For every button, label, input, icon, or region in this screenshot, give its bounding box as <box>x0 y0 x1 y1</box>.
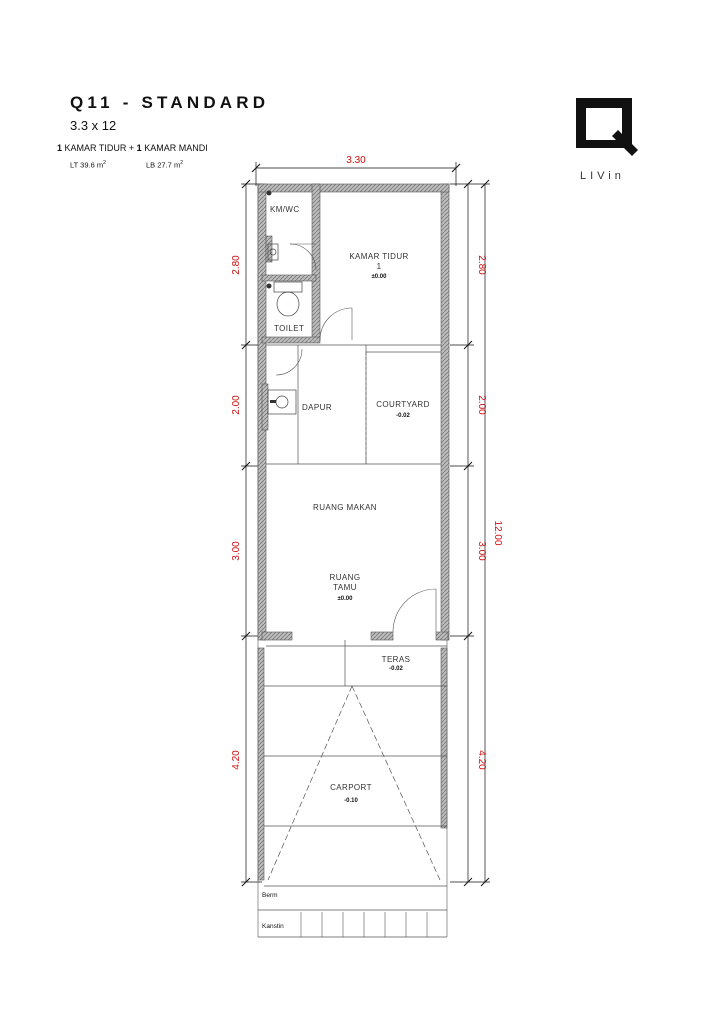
plot-size: 3.3 x 12 <box>70 118 117 133</box>
interior-lines <box>258 345 447 937</box>
level-teras: -0.02 <box>389 666 403 672</box>
room-kamar-tidur: KAMAR TIDUR <box>349 252 409 261</box>
dim-left-4: 4.20 <box>231 750 242 770</box>
dim-right-4: 4.20 <box>476 750 487 770</box>
brand-name: LIVin <box>580 170 625 182</box>
label-berm: Berm <box>262 892 278 899</box>
room-toilet: TOILET <box>274 324 305 333</box>
plan-title: Q11 - STANDARD <box>70 93 270 112</box>
dim-total: 12.00 <box>492 520 503 546</box>
plus-sign: + <box>128 143 135 153</box>
level-courtyard: -0.02 <box>396 413 410 419</box>
room-kamar-tidur-number: 1 <box>376 262 382 271</box>
building-area: LB 27.7 $m^2$ <box>146 160 183 170</box>
room-dapur: DAPUR <box>302 403 333 412</box>
dim-left-2: 2.00 <box>231 395 242 415</box>
dimension-ticks <box>242 164 489 886</box>
room-ruang-tamu-line2: TAMU <box>333 583 357 592</box>
room-km-wc: KM/WC <box>270 205 300 214</box>
room-teras: TERAS <box>381 655 411 664</box>
fixture-dots <box>267 191 277 404</box>
dim-left-1: 2.80 <box>231 255 242 275</box>
level-kamar-tidur: ±0.00 <box>371 274 387 280</box>
level-carport: -0.10 <box>344 798 358 804</box>
land-area: LT 39.6 $m^2$ <box>70 160 106 170</box>
bedroom-count: 1 <box>57 143 63 153</box>
room-carport: CARPORT <box>330 783 372 792</box>
bathroom-count: 1 <box>136 143 142 153</box>
dim-left-3: 3.00 <box>231 541 242 561</box>
dimension-lines <box>241 162 490 882</box>
room-ruang-tamu-line1: RUANG <box>329 573 361 582</box>
dim-width: 3.30 <box>346 155 366 166</box>
dim-right-1: 2.80 <box>476 255 487 275</box>
dim-right-2: 2.00 <box>476 395 487 415</box>
room-courtyard: COURTYARD <box>376 400 430 409</box>
level-ruang-tamu: ±0.00 <box>337 596 353 602</box>
bedroom-label: KAMAR TIDUR <box>64 143 127 153</box>
site-outline <box>258 184 447 937</box>
bathroom-label: KAMAR MANDI <box>144 143 208 153</box>
walls <box>258 184 449 880</box>
dim-right-3: 3.00 <box>476 541 487 561</box>
room-ruang-makan: RUANG MAKAN <box>313 503 377 512</box>
label-kanstin: Kanstin <box>262 923 284 930</box>
kanstin-segments <box>301 912 427 937</box>
